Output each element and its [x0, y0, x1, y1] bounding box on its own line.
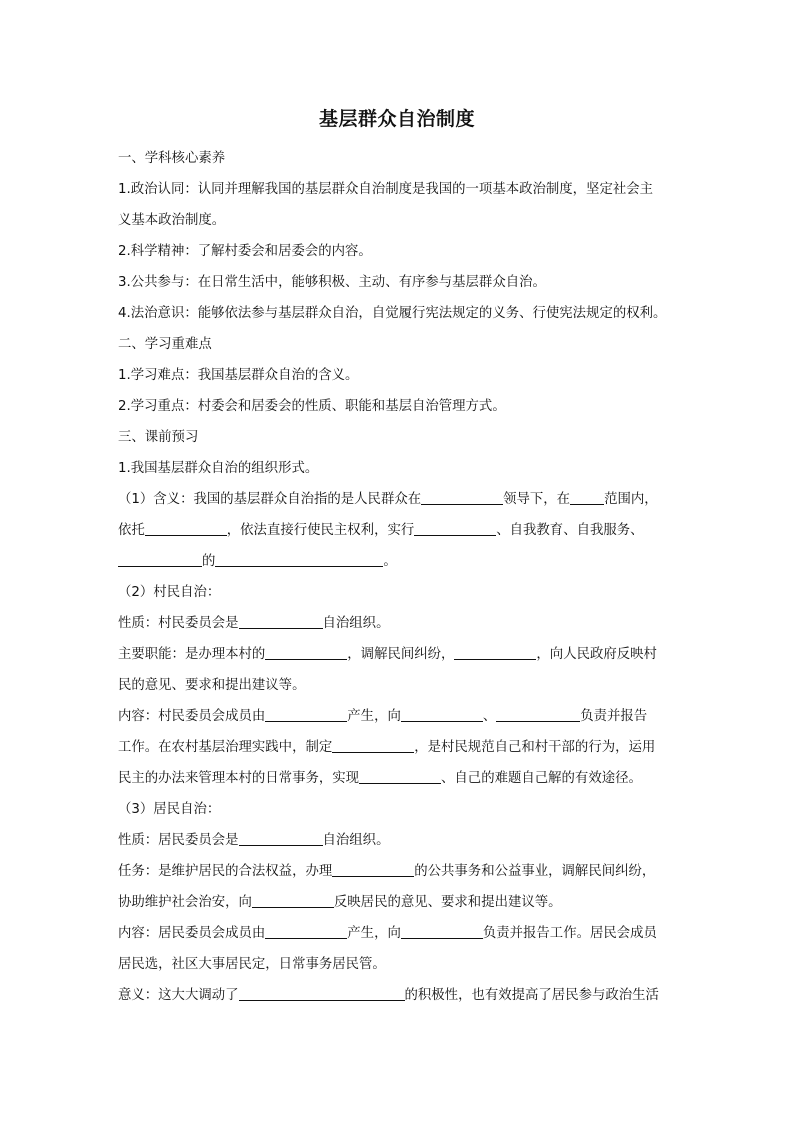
fill-in-blank — [239, 831, 323, 846]
text-segment: 负责并报告 — [580, 709, 648, 724]
text-segment: 自治组织。 — [322, 833, 390, 848]
text-segment: 、自己的难题自己解的有效途径。 — [441, 771, 642, 786]
text-line: 居民选，社区大事居民定，日常事务居民管。 — [118, 957, 386, 972]
text-segment: 、 — [482, 709, 497, 724]
fill-in-blank — [496, 707, 580, 722]
text-segment: 协助维护社会治安，向 — [118, 895, 252, 910]
text-segment: 性质：居民委员会是 — [118, 833, 239, 848]
text-line — [118, 612, 389, 631]
text-line: 二、学习重难点 — [118, 337, 212, 352]
text-line: 1.学习难点：我国基层群众自治的含义。 — [118, 368, 359, 383]
text-segment: ，调解民间纠纷， — [347, 647, 455, 662]
text-segment: 意义：这大大调动了 — [118, 988, 239, 1003]
text-line — [118, 488, 658, 507]
text-line — [118, 984, 659, 1003]
text-segment: 的 — [202, 554, 216, 569]
fill-in-blank — [265, 924, 347, 939]
fill-in-blank — [239, 614, 323, 629]
text-line: 4.法治意识：能够依法参与基层群众自治，自觉履行宪法规定的义务、行使宪法规定的权利。 — [118, 306, 667, 321]
text-line: 民的意见、要求和提出建议等。 — [118, 678, 306, 693]
fill-in-blank — [265, 707, 347, 722]
text-line — [118, 643, 657, 662]
text-line: （3）居民自治： — [118, 802, 221, 817]
fill-in-blank — [401, 924, 483, 939]
text-line — [118, 829, 389, 848]
fill-in-blank — [265, 645, 347, 660]
text-line — [118, 922, 657, 941]
text-line: （2）村民自治： — [118, 585, 221, 600]
text-segment: 负责并报告工作。居民会成员 — [482, 926, 657, 941]
fill-in-blank — [570, 490, 604, 505]
text-segment: ，依法直接行使民主权利，实行 — [226, 523, 415, 538]
text-segment: 、自我教育、自我服务、 — [496, 523, 644, 538]
text-segment: 的积极性，也有效提高了居民参与政治生活 — [404, 988, 659, 1003]
text-segment: 产生，向 — [347, 709, 401, 724]
text-segment: 内容：村民委员会成员由 — [118, 709, 266, 724]
text-segment: 产生，向 — [347, 926, 401, 941]
text-line — [118, 550, 397, 569]
text-segment: 性质：村民委员会是 — [118, 616, 239, 631]
fill-in-blank — [215, 552, 383, 567]
fill-in-blank — [332, 862, 414, 877]
text-segment: 领导下，在 — [503, 492, 571, 507]
fill-in-blank — [118, 552, 202, 567]
text-line: 一、学科核心素养 — [118, 151, 226, 166]
text-line — [118, 519, 644, 538]
fill-in-blank — [414, 521, 496, 536]
text-segment: 的公共事务和公益事业，调解民间纠纷， — [414, 864, 656, 879]
text-segment: 依托 — [118, 523, 145, 538]
text-segment: ，向人民政府反映村 — [536, 647, 657, 662]
text-line — [118, 891, 562, 910]
text-segment: 主要职能：是办理本村的 — [118, 647, 266, 662]
text-segment: 反映居民的意见、要求和提出建议等。 — [333, 895, 562, 910]
text-segment: 范围内， — [604, 492, 658, 507]
text-segment: 工作。在农村基层治理实践中，制定 — [118, 740, 333, 755]
text-segment: 。 — [383, 554, 397, 569]
text-segment: ，是村民规范自己和村干部的行为，运用 — [414, 740, 656, 755]
text-segment: 任务：是维护居民的合法权益，办理 — [118, 864, 333, 879]
page-title: 基层群众自治制度 — [318, 108, 475, 130]
text-line: 1.我国基层群众自治的组织形式。 — [118, 461, 319, 476]
fill-in-blank — [401, 707, 483, 722]
text-line: 三、课前预习 — [118, 430, 199, 445]
text-line: 3.公共参与：在日常生活中，能够积极、主动、有序参与基层群众自治。 — [118, 275, 546, 290]
fill-in-blank — [454, 645, 536, 660]
fill-in-blank — [421, 490, 503, 505]
text-line — [118, 860, 655, 879]
text-segment: 内容：居民委员会成员由 — [118, 926, 266, 941]
text-line — [118, 736, 655, 755]
text-line — [118, 705, 647, 724]
fill-in-blank — [239, 986, 405, 1001]
fill-in-blank — [359, 769, 441, 784]
fill-in-blank — [252, 893, 334, 908]
text-segment: （1）含义：我国的基层群众自治指的是人民群众在 — [118, 492, 422, 507]
fill-in-blank — [145, 521, 227, 536]
text-segment: 民主的办法来管理本村的日常事务，实现 — [118, 771, 360, 786]
text-segment: 自治组织。 — [322, 616, 390, 631]
text-line: 2.学习重点：村委会和居委会的性质、职能和基层自治管理方式。 — [118, 399, 506, 414]
fill-in-blank — [332, 738, 414, 753]
text-line: 1.政治认同：认同并理解我国的基层群众自治制度是我国的一项基本政治制度，坚定社会主 — [118, 182, 654, 197]
text-line: 2.科学精神：了解村委会和居委会的内容。 — [118, 244, 372, 259]
text-line — [118, 767, 642, 786]
text-line: 义基本政治制度。 — [118, 213, 226, 228]
